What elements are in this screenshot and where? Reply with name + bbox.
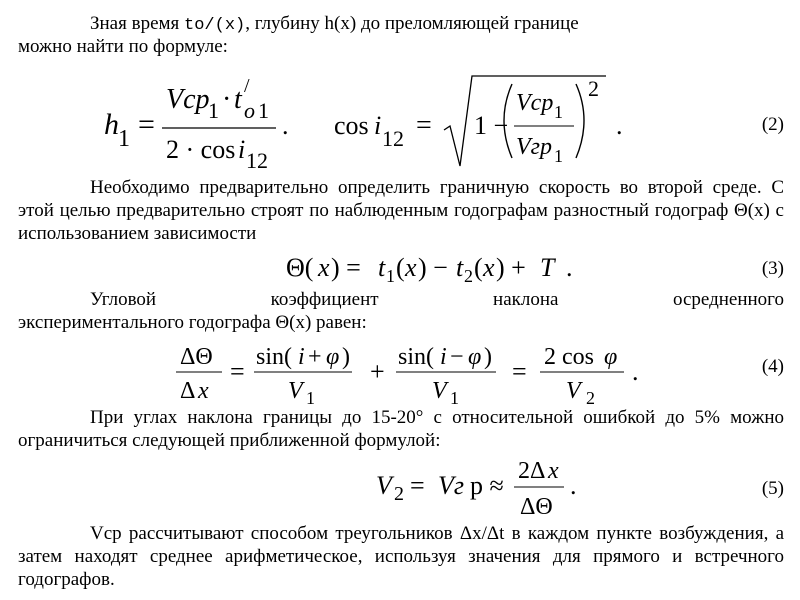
svg-text:2: 2	[464, 266, 473, 284]
svg-text:cos: cos	[334, 111, 369, 140]
text: Vср рассчитывают способом треугольников Δx/Δt в каждом пункте возбуждения, а затем находят среднее арифметическое, используя значения для прямого и встречного годографов.	[18, 523, 784, 590]
inline-code: to/(x)	[184, 16, 246, 35]
svg-text:2: 2	[588, 76, 599, 101]
svg-text:) −: ) −	[418, 253, 448, 282]
paragraph-1	[18, 12, 784, 37]
svg-text:1 −: 1 −	[474, 111, 509, 140]
svg-text:/: /	[244, 75, 250, 97]
paragraph-2	[18, 176, 784, 245]
text: Зная время	[90, 13, 180, 34]
svg-text:t: t	[234, 84, 242, 115]
svg-text:T: T	[540, 253, 555, 282]
svg-text:ΔΘ: ΔΘ	[180, 344, 213, 370]
text: , глубину h(x) до преломляющей границе	[245, 13, 579, 34]
svg-text:2: 2	[394, 483, 404, 505]
svg-text:12: 12	[246, 148, 268, 170]
svg-text:·: ·	[222, 84, 232, 115]
svg-text:sin(: sin(	[256, 344, 292, 370]
svg-text:=: =	[230, 357, 245, 386]
svg-text:1: 1	[554, 146, 563, 166]
equation-number: (4)	[761, 356, 784, 377]
svg-text:i: i	[440, 344, 447, 370]
text: экспериментального годографа Θ(x) равен:	[18, 312, 367, 333]
svg-text:.: .	[282, 111, 289, 140]
svg-text:1: 1	[306, 388, 315, 406]
paragraph-3-line-2	[18, 311, 784, 334]
svg-text:+: +	[370, 357, 385, 386]
text: можно найти по формуле:	[18, 36, 228, 57]
svg-text:): )	[342, 344, 350, 370]
equation-4-svg	[0, 336, 800, 406]
svg-text:x: x	[548, 458, 559, 484]
svg-text:Vcp: Vcp	[166, 84, 210, 115]
equation-3-svg	[0, 248, 800, 284]
svg-text:x: x	[405, 253, 417, 282]
svg-text:=: =	[138, 108, 155, 141]
svg-text:.: .	[566, 253, 573, 282]
svg-text:h: h	[104, 108, 119, 141]
svg-text:x: x	[483, 253, 495, 282]
svg-text:Δ: Δ	[180, 378, 196, 404]
svg-text:): )	[484, 344, 492, 370]
svg-text:V: V	[566, 378, 581, 404]
svg-text:1: 1	[258, 98, 269, 123]
svg-text:) +: ) +	[496, 253, 526, 282]
svg-text:V: V	[376, 471, 392, 500]
paragraph-5	[18, 522, 784, 591]
svg-text:(: (	[396, 253, 405, 282]
svg-text:(: (	[474, 253, 483, 282]
text: Угловой коэффициент наклона осредненного	[90, 289, 784, 310]
svg-text:.: .	[570, 471, 577, 500]
svg-text:р ≈: р ≈	[470, 471, 504, 500]
svg-text:i: i	[238, 135, 246, 164]
svg-text:Vг: Vг	[438, 471, 465, 500]
svg-text:V: V	[432, 378, 447, 404]
paragraph-1-line-2	[18, 35, 784, 58]
equation-2	[0, 70, 800, 170]
svg-text:i: i	[298, 344, 305, 370]
svg-text:Vcp: Vcp	[516, 90, 554, 116]
svg-text:1: 1	[118, 126, 130, 152]
svg-text:) =: ) =	[331, 253, 361, 282]
svg-text:=: =	[416, 110, 432, 141]
svg-text:2 cos: 2 cos	[544, 344, 594, 370]
paragraph-3	[18, 288, 784, 311]
equation-2-svg	[0, 70, 800, 170]
equation-number: (2)	[761, 114, 784, 135]
svg-text:V: V	[288, 378, 303, 404]
svg-text:1: 1	[450, 388, 459, 406]
svg-text:2 · cos: 2 · cos	[166, 135, 236, 164]
svg-text:1: 1	[554, 102, 563, 122]
svg-text:Vгр: Vгр	[516, 134, 553, 160]
svg-text:2Δ: 2Δ	[518, 458, 546, 484]
svg-text:−: −	[450, 344, 464, 370]
svg-text:=: =	[410, 471, 425, 500]
equation-5-svg	[0, 454, 800, 520]
svg-text:x: x	[318, 253, 330, 282]
svg-text:sin(: sin(	[398, 344, 434, 370]
svg-text:ΔΘ: ΔΘ	[520, 494, 553, 520]
svg-text:=: =	[512, 357, 527, 386]
svg-text:x: x	[198, 378, 209, 404]
equation-3	[0, 248, 800, 284]
svg-text:t: t	[378, 253, 386, 282]
svg-text:.: .	[616, 111, 623, 140]
svg-text:φ: φ	[604, 344, 618, 370]
equation-5	[0, 454, 800, 520]
svg-text:φ: φ	[326, 344, 340, 370]
svg-text:12: 12	[382, 126, 404, 151]
svg-text:1: 1	[386, 266, 395, 284]
equation-number: (5)	[761, 478, 784, 499]
svg-text:+: +	[308, 344, 322, 370]
svg-text:Θ(: Θ(	[286, 253, 314, 282]
svg-text:t: t	[456, 253, 464, 282]
equation-number: (3)	[761, 258, 784, 279]
svg-text:o: o	[244, 98, 255, 123]
svg-text:1: 1	[208, 98, 219, 123]
svg-text:2: 2	[586, 388, 595, 406]
equation-4	[0, 336, 800, 406]
svg-text:i: i	[374, 111, 382, 140]
svg-text:φ: φ	[468, 344, 482, 370]
paragraph-4	[18, 406, 784, 452]
text: При углах наклона границы до 15-20° с относительной ошибкой до 5% можно ограничиться следующей приближенной формулой:	[18, 407, 784, 451]
svg-text:.: .	[632, 357, 639, 386]
text: Необходимо предварительно определить граничную скорость во второй среде. С этой целью предварительно строят по наблюденным годографам разностный годограф Θ(x) с использованием зависимости	[18, 177, 784, 244]
